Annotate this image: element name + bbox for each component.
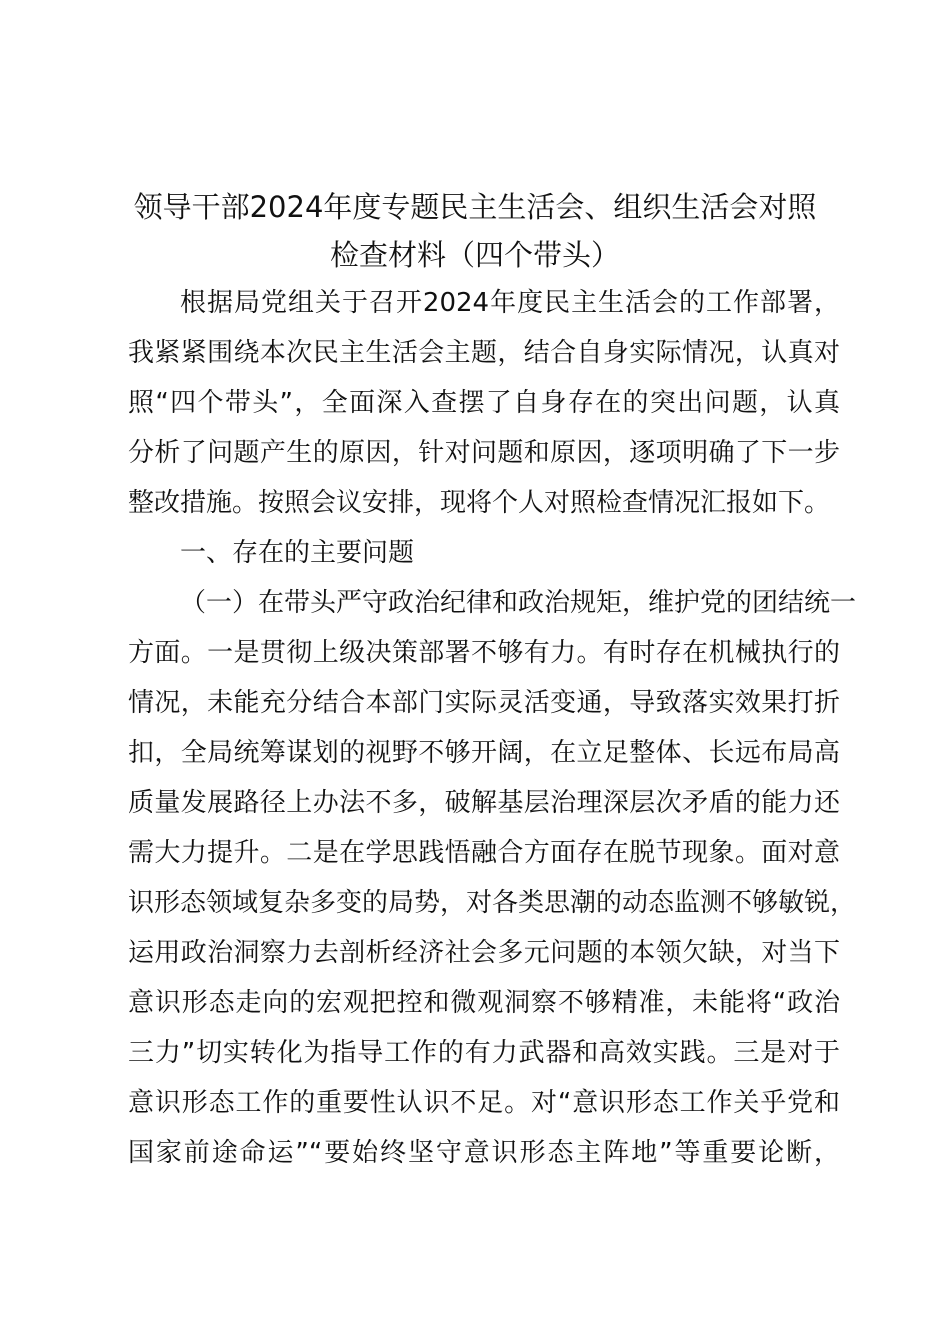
paragraph-line: 质量发展路径上办法不多，破解基层治理深层次矛盾的能力还 (128, 788, 840, 818)
document-title-line-2: 检查材料（四个带头） (329, 238, 620, 272)
paragraph-line: 方面。一是贯彻上级决策部署不够有力。有时存在机械执行的 (128, 638, 840, 668)
document-title-line-1: 领导干部2024年度专题民主生活会、组织生活会对照 (133, 190, 817, 224)
paragraph-line: 意识形态工作的重要性认识不足。对“意识形态工作关乎党和 (128, 1088, 840, 1118)
paragraph-line: 国家前途命运”“要始终坚守意识形态主阵地”等重要论断， (128, 1138, 840, 1168)
paragraph-line: 三力”切实转化为指导工作的有力武器和高效实践。三是对于 (128, 1038, 840, 1068)
paragraph-line: 照“四个带头”，全面深入查摆了自身存在的突出问题，认真 (128, 388, 840, 418)
paragraph-line: 识形态领域复杂多变的局势，对各类思潮的动态监测不够敏锐， (128, 888, 857, 918)
paragraph-line: 运用政治洞察力去剖析经济社会多元问题的本领欠缺，对当下 (128, 938, 840, 968)
paragraph-line: 根据局党组关于召开2024年度民主生活会的工作部署， (180, 288, 840, 318)
section-heading: 一、存在的主要问题 (180, 538, 415, 568)
paragraph-line: 需大力提升。二是在学思践悟融合方面存在脱节现象。面对意 (128, 838, 840, 868)
paragraph-line: 整改措施。按照会议安排，现将个人对照检查情况汇报如下。 (128, 488, 831, 518)
paragraph-line: 分析了问题产生的原因，针对问题和原因，逐项明确了下一步 (128, 438, 840, 468)
paragraph-line: 扣，全局统筹谋划的视野不够开阔，在立足整体、长远布局高 (128, 738, 840, 768)
paragraph-line: （一）在带头严守政治纪律和政治规矩，维护党的团结统一 (180, 588, 857, 618)
paragraph-line: 意识形态走向的宏观把控和微观洞察不够精准，未能将“政治 (128, 988, 840, 1018)
paragraph-line: 我紧紧围绕本次民主生活会主题，结合自身实际情况，认真对 (128, 338, 840, 368)
paragraph-line: 情况，未能充分结合本部门实际灵活变通，导致落实效果打折 (128, 688, 840, 718)
